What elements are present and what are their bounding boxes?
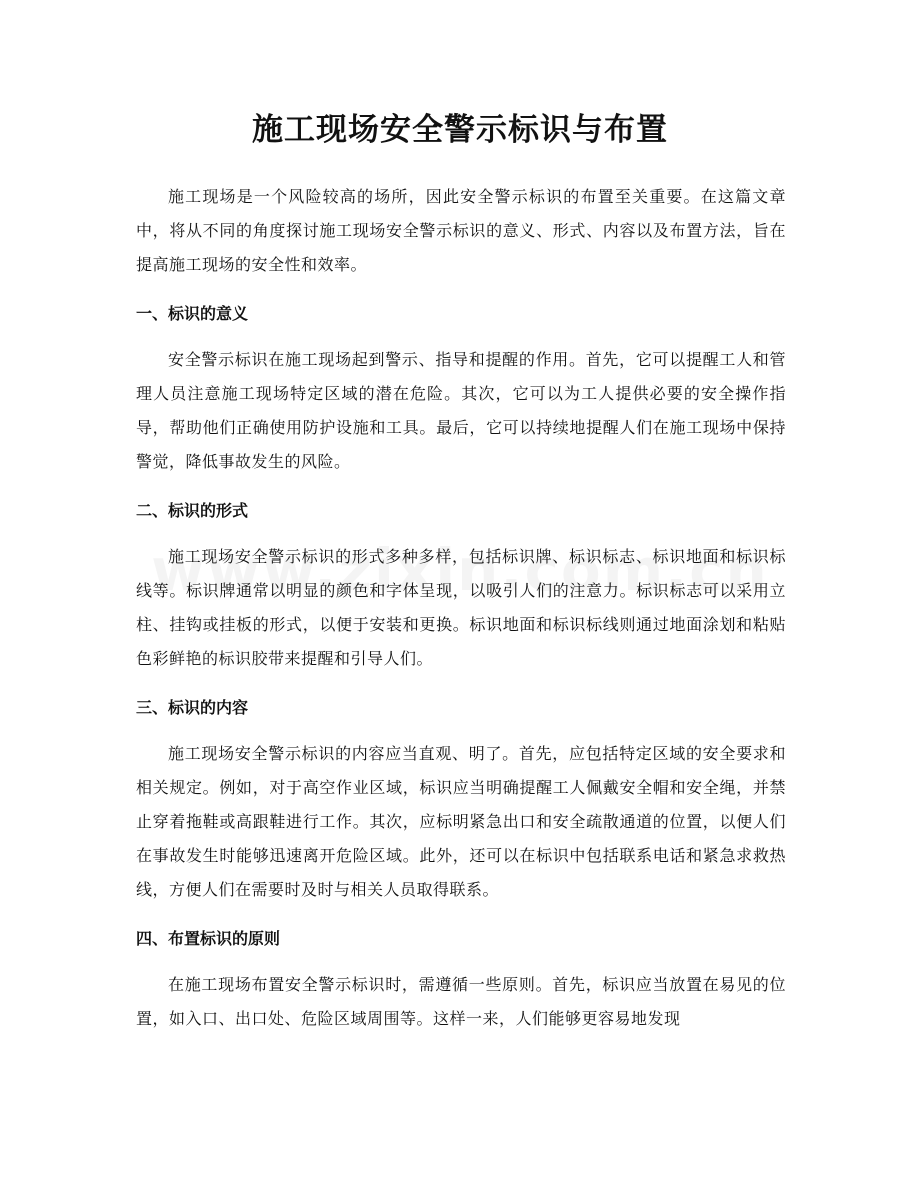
- section-heading-forms: 二、标识的形式: [136, 501, 249, 520]
- section-heading-significance: 一、标识的意义: [136, 304, 249, 323]
- document-body: [136, 180, 786, 1036]
- intro-paragraph: 施工现场是一个风险较高的场所，因此安全警示标识的布置至关重要。在这篇文章中，将从不同的角度探讨施工现场安全警示标识的意义、形式、内容以及布置方法，旨在提高施工现场的安全性和效率。: [136, 187, 786, 274]
- section-paragraph-content: 施工现场安全警示标识的内容应当直观、明了。首先，应包括特定区域的安全要求和相关规定。例如，对于高空作业区域，标识应当明确提醒工人佩戴安全帽和安全绳，并禁止穿着拖鞋或高跟鞋进行工作。其次，应标明紧急出口和安全疏散通道的位置，以便人们在事故发生时能够迅速离开危险区域。此外，还可以在标识中包括联系电话和紧急求救热线，方便人们在需要时及时与相关人员取得联系。: [136, 744, 786, 899]
- section-paragraph-principles: 在施工现场布置安全警示标识时，需遵循一些原则。首先，标识应当放置在易见的位置，如入口、出口处、危险区域周围等。这样一来，人们能够更容易地发现: [136, 975, 786, 1028]
- section-paragraph-significance: 安全警示标识在施工现场起到警示、指导和提醒的作用。首先，它可以提醒工人和管理人员注意施工现场特定区域的潜在危险。其次，它可以为工人提供必要的安全操作指导，帮助他们正确使用防护设施和工具。最后，它可以持续地提醒人们在施工现场中保持警觉，降低事故发生的风险。: [136, 350, 786, 471]
- document-title: 施工现场安全警示标识与布置: [252, 112, 668, 148]
- section-heading-content: 三、标识的内容: [136, 698, 249, 717]
- section-heading-principles: 四、布置标识的原则: [136, 929, 281, 948]
- section-paragraph-forms: 施工现场安全警示标识的形式多种多样，包括标识牌、标识标志、标识地面和标识标线等。标识牌通常以明显的颜色和字体呈现，以吸引人们的注意力。标识标志可以采用立柱、挂钩或挂板的形式，以便于安装和更换。标识地面和标识标线则通过地面涂划和粘贴色彩鲜艳的标识胶带来提醒和引导人们。: [136, 547, 786, 668]
